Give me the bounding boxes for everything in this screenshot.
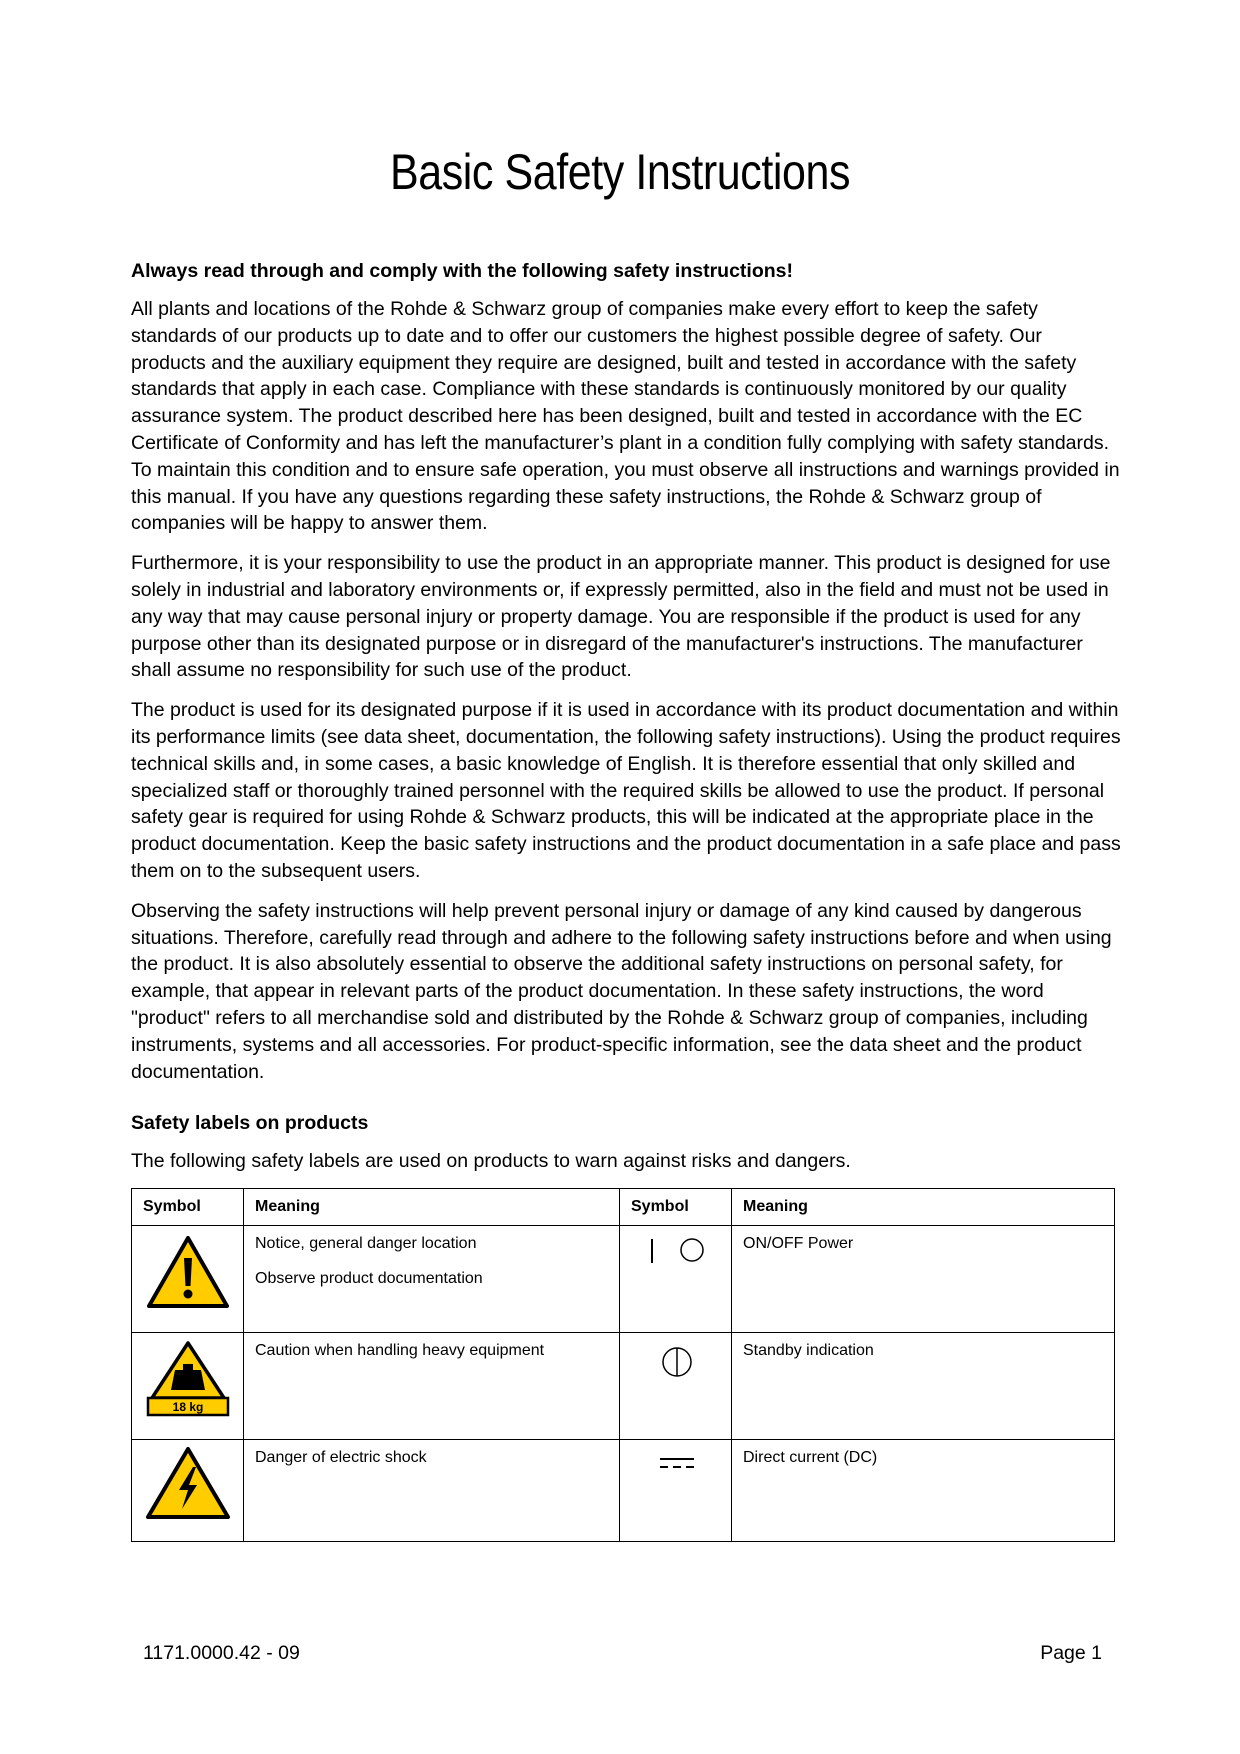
symbol-cell — [132, 1333, 244, 1440]
weight-label: 18 kg — [172, 1400, 204, 1415]
symbol-cell — [620, 1226, 732, 1333]
heavy-equipment-warning-icon — [144, 1340, 232, 1418]
table-header-row — [132, 1189, 1115, 1226]
meaning-text: Notice, general danger location — [255, 1235, 477, 1253]
meaning-text: Danger of electric shock — [255, 1449, 427, 1467]
meaning-cell: Standby indication — [732, 1333, 1115, 1440]
direct-current-icon — [659, 1456, 695, 1470]
header-meaning: Meaning — [244, 1189, 620, 1226]
paragraph-2: Furthermore, it is your responsibility to use the product in an appropriate manner. This product is designed for use solely in industrial and laboratory environments or, if expressly permitted, also in the field and must not be used in any way that may cause personal injury or property damage. You are responsible if the product is used for any purpose other than its designated purpose or in disregard of the manufacturer's instructions. The manufacturer shall assume no responsibility for such use of the product. — [131, 552, 1111, 682]
header-meaning: Meaning — [732, 1189, 1115, 1226]
symbol-cell — [620, 1333, 732, 1440]
table-row — [132, 1440, 1115, 1542]
meaning-cell — [244, 1333, 620, 1440]
symbol-cell — [132, 1440, 244, 1542]
header-symbol: Symbol — [132, 1189, 244, 1226]
meaning-text: Observe product documentation — [255, 1270, 483, 1288]
electric-shock-warning-icon — [144, 1445, 232, 1521]
safety-labels-table — [131, 1188, 1115, 1542]
meaning-cell — [244, 1226, 620, 1333]
meaning-cell: ON/OFF Power — [732, 1226, 1115, 1333]
symbol-cell — [132, 1226, 244, 1333]
table-row — [132, 1226, 1115, 1333]
page-number: Page 1 — [1040, 1642, 1102, 1664]
intro-heading: Always read through and comply with the following safety instructions! — [131, 260, 793, 282]
paragraph-3: The product is used for its designated purpose if it is used in accordance with its product documentation and within its performance limits (see data sheet, documentation, the following safety instructions). Using the product requires technical skills and, in some cases, a basic knowledge of English. It is therefore essential that only skilled and specialized staff or thoroughly trained personnel with the required skills be allowed to use the product. If personal safety gear is required for using Rohde & Schwarz products, this will be indicated at the appropriate place in the product documentation. Keep the basic safety instructions and the product documentation in a safe place and pass them on to the subsequent users. — [131, 699, 1121, 882]
table-row — [132, 1333, 1115, 1440]
page-title: Basic Safety Instructions — [389, 144, 851, 200]
document-number: 1171.0000.42 - 09 — [143, 1642, 300, 1664]
paragraph-1: All plants and locations of the Rohde & Schwarz group of companies make every effort to keep the safety standards of our products up to date and to offer our customers the highest possible degree of safety. Our products and the auxiliary equipment they require are designed, built and tested in accordance with the safety standards that apply in each case. Compliance with these standards is continuously monitored by our quality assurance system. The product described here has been designed, built and tested in accordance with the EC Certificate of Conformity and has left the manufacturer’s plant in a condition fully complying with safety standards. To maintain this condition and to ensure safe operation, you must observe all instructions and warnings provided in this manual. If you have any questions regarding these safety instructions, the Rohde & Schwarz group of companies will be happy to answer them. — [131, 298, 1120, 535]
standby-icon — [660, 1345, 694, 1379]
symbol-cell — [620, 1440, 732, 1542]
document-body — [131, 258, 1121, 1542]
meaning-cell — [244, 1440, 620, 1542]
paragraph-4: Observing the safety instructions will help prevent personal injury or damage of any kind caused by dangerous situations. Therefore, carefully read through and adhere to the following safety instructions before and when using the product. It is also absolutely essential to observe the additional safety instructions on personal safety, for example, that appear in relevant parts of the product documentation. In these safety instructions, the word "product" refers to all merchandise sold and distributed by the Rohde & Schwarz group of companies, including instruments, systems and all accessories. For product-specific information, see the data sheet and the product documentation. — [131, 899, 1112, 1083]
meaning-cell: Direct current (DC) — [732, 1440, 1115, 1542]
on-off-power-icon — [646, 1236, 708, 1266]
safety-labels-intro: The following safety labels are used on products to warn against risks and dangers. — [131, 1150, 851, 1173]
general-danger-warning-icon — [145, 1234, 231, 1310]
header-symbol: Symbol — [620, 1189, 732, 1226]
meaning-text: Caution when handling heavy equipment — [255, 1342, 545, 1360]
safety-labels-heading: Safety labels on products — [131, 1112, 369, 1135]
